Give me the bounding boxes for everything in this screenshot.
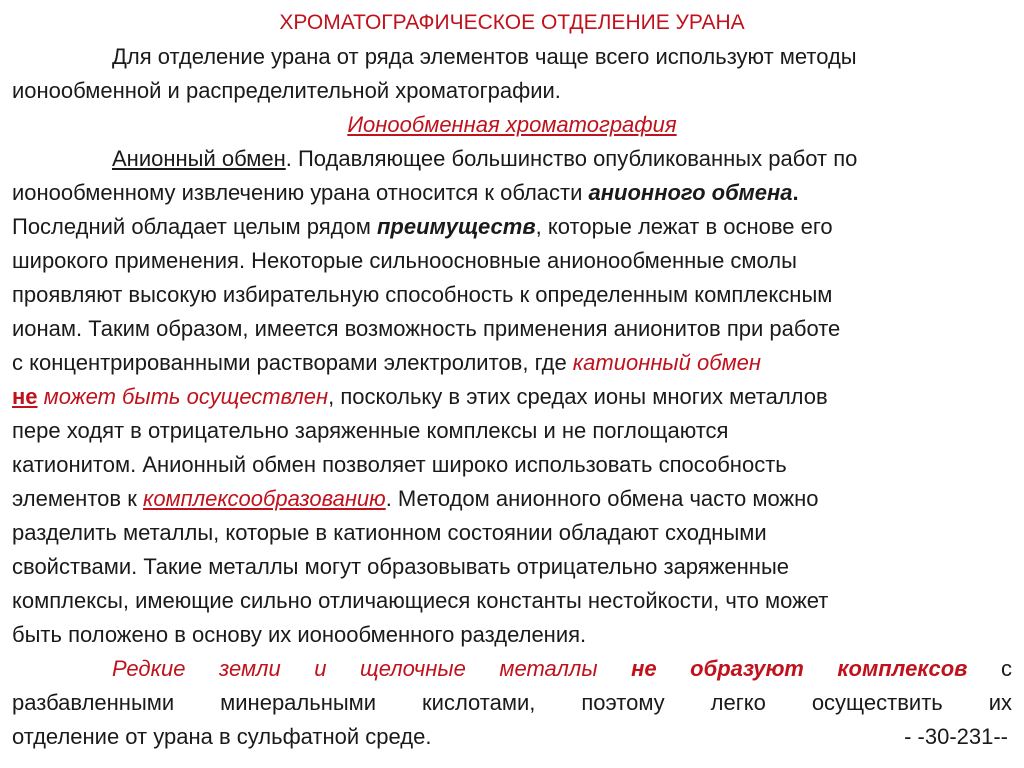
closing-line-3: отделение от урана в сульфатной среде. - -30-231--: [12, 720, 1012, 754]
body-line-10: катионитом. Анионный обмен позволяет широко использовать способность: [12, 452, 787, 477]
body-line-7: с концентрированными растворами электролитов, где катионный обмен: [12, 350, 761, 375]
closing-line-2: разбавленными минеральными кислотами, поэтому легко осуществить их: [12, 690, 1012, 715]
body-line-5: проявляют высокую избирательную способность к определенным комплексным: [12, 282, 833, 307]
body-line-9: пере ходят в отрицательно заряженные комплексы и не поглощаются: [12, 418, 729, 443]
term-anion-exchange: Анионный обмен: [112, 146, 286, 171]
emphasis-no-complexes: не образуют комплексов: [631, 656, 968, 681]
body-line-8: не может быть осуществлен, поскольку в этих средах ионы многих металлов: [12, 384, 828, 409]
body-line-4: широкого применения. Некоторые сильноосновные анионообменные смолы: [12, 248, 797, 273]
closing-line-1: Редкие земли и щелочные металлы не образуют комплексов с: [112, 656, 1012, 681]
page-title: ХРОМАТОГРАФИЧЕСКОЕ ОТДЕЛЕНИЕ УРАНА: [279, 11, 745, 34]
body-line-15: быть положено в основу их ионообменного разделения.: [12, 622, 587, 647]
body-line-14: комплексы, имеющие сильно отличающиеся константы нестойкости, что может: [12, 588, 829, 613]
emphasis-advantages: преимуществ: [376, 214, 536, 239]
highlight-not: не: [12, 384, 38, 409]
body-line-3: Последний обладает целым рядом преимуществ, которые лежат в основе его: [12, 214, 833, 239]
section-heading: Ионообменная хроматография: [347, 112, 677, 137]
highlight-rare-earths: Редкие земли и щелочные металлы: [112, 656, 598, 681]
body-line-13: свойствами. Такие металлы могут образовывать отрицательно заряженные: [12, 554, 790, 579]
intro-line-1: Для отделение урана от ряда элементов чаще всего используют методы: [112, 44, 857, 69]
emphasis-anion-exchange: анионного обмена: [588, 180, 793, 205]
intro-line-2: ионообменной и распределительной хроматографии.: [12, 78, 561, 103]
page-number: - -30-231--: [904, 724, 1008, 749]
body-line-11: элементов к комплексообразованию. Методом анионного обмена часто можно: [12, 486, 819, 511]
highlight-complexation: комплексообразованию: [142, 486, 386, 511]
highlight-cannot-be-done: может быть осуществлен: [37, 384, 329, 409]
slide-page: [12, 6, 1012, 754]
body-line-1: Анионный обмен. Подавляющее большинство опубликованных работ по: [112, 146, 858, 171]
body-line-2: ионообменному извлечению урана относится к области анионного обмена.: [12, 180, 799, 205]
highlight-cation-exchange: катионный обмен: [572, 350, 761, 375]
body-line-6: ионам. Таким образом, имеется возможность применения анионитов при работе: [12, 316, 841, 341]
body-line-12: разделить металлы, которые в катионном состоянии обладают сходными: [12, 520, 767, 545]
